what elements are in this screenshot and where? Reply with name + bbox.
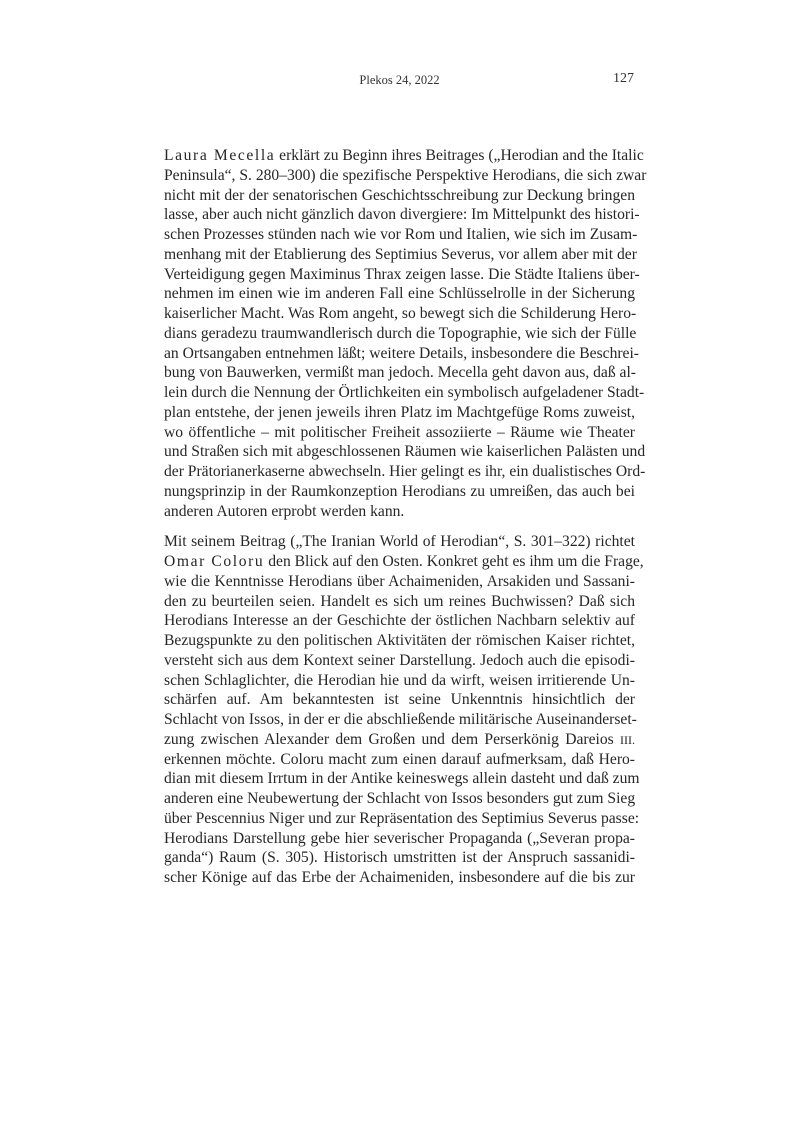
text-line: schen Schlaglichter, die Herodian hie und da wirft, weisen irritierende Un- [164,671,635,689]
text-line: an Ortsangaben entnehmen läßt; weitere Details, insbesondere die Beschrei- [164,344,640,362]
text-line: Peninsula“, S. 280–300) die spezifische Perspektive Herodians, die sich zwar [164,166,647,184]
text-line: erkennen möchte. Coloru macht zum einen darauf aufmerksam, daß Hero- [164,750,635,768]
text-line: anderen Autoren erprobt werden kann. [164,502,405,520]
text-line: Herodians Darstellung gebe hier severischer Propaganda („Severan propa- [164,829,635,847]
running-head: Plekos 24, 2022 [359,73,440,87]
text-line: nungsprinzip in der Raumkonzeption Herodians zu umreißen, das auch bei [164,482,635,500]
page-number: 127 [613,71,634,86]
text-line: scher Könige auf das Erbe der Achaimeniden, insbesondere auf die bis zur [164,869,635,886]
text-line: anderen eine Neubewertung der Schlacht von Issos besonders gut zum Sieg [164,790,636,807]
text-line: plan entstehe, der jenen jeweils ihren Platz im Machtgefüge Roms zuweist, [164,403,635,421]
text-line: Omar Coloru den Blick auf den Osten. Konkret geht es ihm um die Frage, [164,553,644,570]
text-line: menhang mit der Etablierung des Septimius Severus, vor allem aber mit der [164,245,637,263]
text-line: über Pescennius Niger und zur Repräsentation des Septimius Severus passe: [164,809,640,827]
text-line: nicht mit der der senatorischen Geschichtsschreibung zur Deckung bringen [164,186,635,204]
text-line: lasse, aber auch nicht gänzlich davon divergiere: Im Mittelpunkt des histori- [164,206,640,224]
text-line: ganda“) Raum (S. 305). Historisch umstritten ist der Anspruch sassanidi- [164,849,635,867]
text-line: Herodians Interesse an der Geschichte der östlichen Nachbarn selektiv auf [164,612,635,630]
text-line: zung zwischen Alexander dem Großen und dem Perserkönig Dareios III. [164,730,635,748]
roman-numeral: III. [620,732,635,747]
page-header [0,73,799,93]
paragraph-gap [164,521,635,532]
text-line: dian mit diesem Irrtum in der Antike keineswegs allein dasteht und daß zum [164,770,640,788]
text-line: schärfen auf. Am bekanntesten ist seine Unkenntnis hinsichtlich der [164,691,635,709]
author-name: Laura Mecella [164,147,276,164]
paragraph-1 [164,146,647,521]
text-line: wie die Kenntnisse Herodians über Achaimeniden, Arsakiden und Sassani- [164,572,635,590]
body-text [164,146,647,888]
text-line: Bezugspunkte zu den politischen Aktivitäten der römischen Kaiser richtet, [164,632,635,649]
text-line: Laura Mecella erklärt zu Beginn ihres Beitrages („Herodian and the Italic [164,147,644,164]
text-line: den zu beurteilen seien. Handelt es sich um reines Buchwissen? Daß sich [164,592,635,610]
text-line: Mit seinem Beitrag („The Iranian World of Herodian“, S. 301–322) richtet [164,533,635,551]
text-line: nehmen im einen wie im anderen Fall eine Schlüsselrolle in der Sicherung [164,285,635,303]
paragraph-2 [164,532,644,888]
text-line: dians geradezu traumwandlerisch durch die Topographie, wie sich der Fülle [164,324,637,342]
text-line: Verteidigung gegen Maximinus Thrax zeigen lasse. Die Städte Italiens über- [164,265,640,283]
text-line: lein durch die Nennung der Örtlichkeiten ein symbolisch aufgeladener Stadt- [164,384,645,401]
text-line: versteht sich aus dem Kontext seiner Darstellung. Jedoch auch die episodi- [164,651,635,669]
text-line: der Prätorianerkaserne abwechseln. Hier gelingt es ihr, ein dualistisches Ord- [164,463,646,480]
text-line: und Straßen sich mit abgeschlossenen Räumen wie kaiserlichen Palästen und [164,443,646,461]
text-line: Schlacht von Issos, in der er die abschließende militärische Auseinanderset- [164,711,637,728]
text-line: kaiserlicher Macht. Was Rom angeht, so bewegt sich die Schilderung Hero- [164,305,637,322]
author-name: Omar Coloru [164,553,265,570]
text-line: schen Prozesses stünden nach wie vor Rom und Italien, wie sich im Zusam- [164,226,638,243]
text-line: wo öffentliche – mit politischer Freiheit assoziierte – Räume wie Theater [164,423,635,441]
text-line: bung von Bauwerken, vermißt man jedoch. Mecella geht davon aus, daß al- [164,364,637,382]
